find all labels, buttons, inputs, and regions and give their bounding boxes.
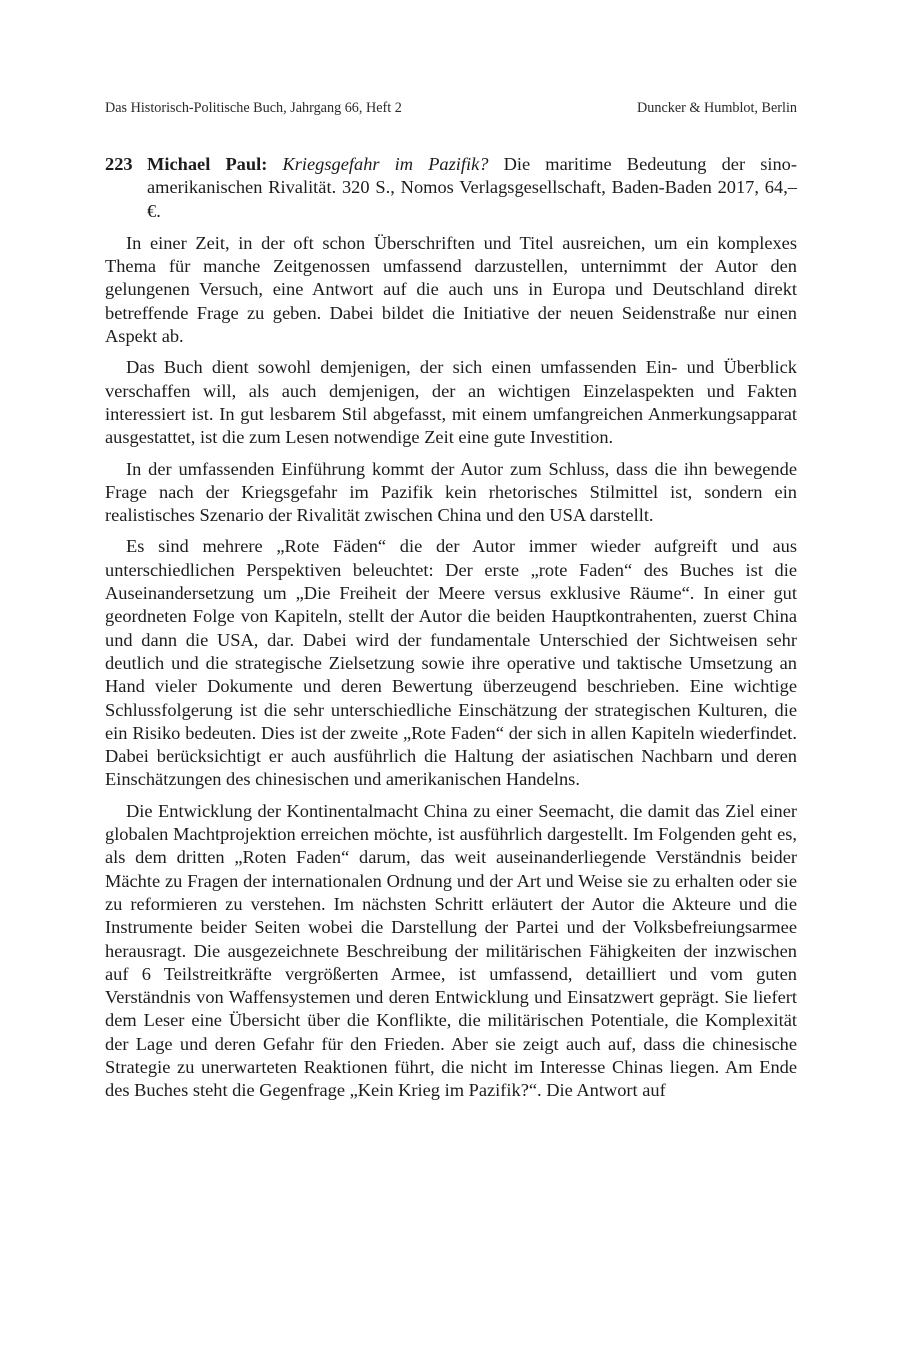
entry-author: Michael Paul: bbox=[147, 154, 268, 174]
running-header bbox=[105, 98, 797, 118]
paragraph: Das Buch dient sowohl demjenigen, der sich einen umfassenden Ein- und Überblick verschaffen will, als auch demjenigen, der an wichtigen Einzelaspekten und Fakten interessiert ist. In gut lesbarem Stil abgefasst, mit einem umfangreichen Anmerkungsapparat ausgestattet, ist die zum Lesen notwendige Zeit eine gute Investition. bbox=[105, 357, 797, 448]
paragraph: In der umfassenden Einführung kommt der Autor zum Schluss, dass die ihn bewegende Frage nach der Kriegsgefahr im Pazifik kein rhetorisches Stilmittel ist, sondern ein realistisches Szenario der Rivalität zwischen China und den USA darstellt. bbox=[105, 458, 797, 526]
paragraph: Die Entwicklung der Kontinentalmacht China zu einer Seemacht, die damit das Ziel einer globalen Machtprojektion erreichen möchte, ist ausführlich dargestellt. Im Folgenden geht es, als dem dritten „Roten Faden“ darum, das weit auseinanderliegende Verständnis beider Mächte zu Fragen der internationalen Ordnung und der Art und Weise sie zu erhalten oder sie zu reformieren zu verstehen. Im nächsten Schritt erläutert der Autor die Akteure und die Instrumente beider Seiten wobei die Darstellung der Partei und der Volksbefreiungsarmee herausragt. Die ausgezeichnete Beschreibung der militärischen Fähigkeiten der inzwischen auf 6 Teilstreitkräfte vergrößerten Armee, ist umfassend, detailliert und vom guten Verständnis von Waffensystemen und deren Entwicklung und Einsatzwert geprägt. Sie liefert dem Leser eine Übersicht über die Konflikte, die militärischen Potentiale, die Komplexität der Lage und deren Gefahr für den Frieden. Aber sie zeigt auch auf, dass die chinesische Strategie zu unerwarteten Reaktionen führt, die nicht im Interesse Chinas liegen. Am Ende des Buches steht die Gegenfrage „Kein Krieg im Pazifik?“. Die Antwort auf bbox=[105, 800, 797, 1101]
entry-number: 223 bbox=[105, 154, 133, 174]
paragraph: Es sind mehrere „Rote Fäden“ die der Autor immer wieder aufgreift und aus unterschiedlichen Perspektiven beleuchtet: Der erste „rote Faden“ des Buches ist die Auseinandersetzung um „Die Freiheit der Meere versus exklusive Räume“. In einer gut geordneten Folge von Kapiteln, stellt der Autor die beiden Hauptkontrahenten, zuerst China und dann die USA, dar. Dabei wird der fundamentale Unterschied der Sichtweisen sehr deutlich und die strategische Zielsetzung sowie ihre operative und taktische Umsetzung an Hand vieler Dokumente und deren Bewertung überzeugend beschrieben. Eine wichtige Schlussfolgerung ist die sehr unterschiedliche Einschätzung der strategischen Kulturen, die ein Risiko bedeuten. Dies ist der zweite „Rote Faden“ der sich in allen Kapiteln wiederfindet. Dabei berücksichtigt er auch ausführlich die Haltung der asiatischen Nachbarn und deren Einschätzungen des chinesischen und amerikanischen Handelns. bbox=[105, 536, 797, 790]
review-body bbox=[105, 232, 797, 1103]
entry-details: Die maritime Bedeutung der sino-amerikanischen Rivalität. 320 S., Nomos Verlagsgesellschaft, Baden-Baden 2017, 64,– €. bbox=[147, 154, 797, 221]
page bbox=[105, 98, 797, 1103]
publisher-name: Duncker & Humblot, Berlin bbox=[637, 100, 797, 116]
paragraph: In einer Zeit, in der oft schon Überschriften und Titel ausreichen, um ein komplexes Thema für manche Zeitgenossen umfassend darzustellen, unternimmt der Autor den gelungenen Versuch, eine Antwort auf die auch uns in Europa und Deutschland direkt betreffende Frage zu geben. Dabei bildet die Initiative der neuen Seidenstraße nur einen Aspekt ab. bbox=[105, 232, 797, 347]
review-entry-heading bbox=[105, 153, 797, 223]
journal-title: Das Historisch-Politische Buch, Jahrgang 66, Heft 2 bbox=[105, 100, 402, 116]
entry-title: Kriegsgefahr im Pazifik? bbox=[282, 154, 489, 174]
